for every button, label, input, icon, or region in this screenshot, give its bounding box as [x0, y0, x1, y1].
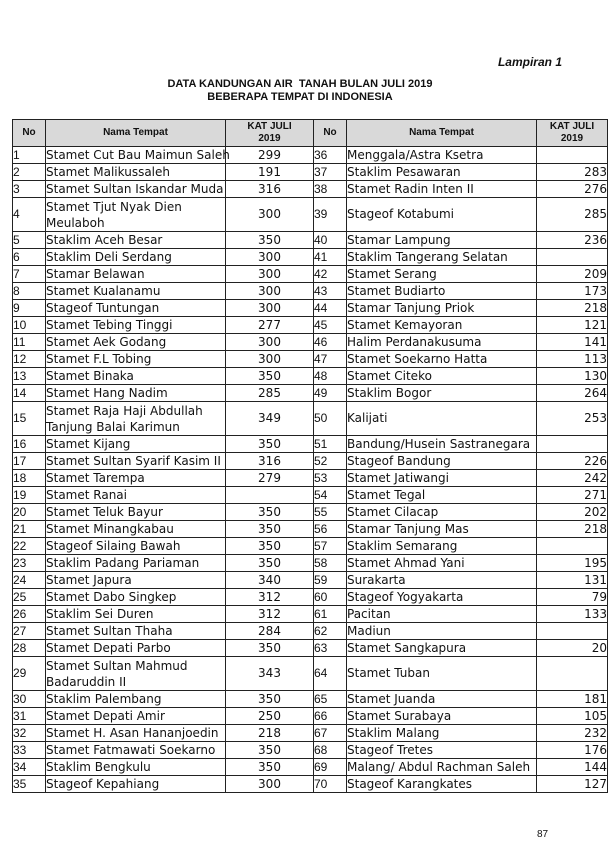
- cell-nama-right: Stamet Serang: [347, 266, 537, 283]
- table-row: [13, 283, 608, 300]
- cell-kat-left: [226, 487, 314, 504]
- cell-nama-left: Stamet Kualanamu: [46, 283, 226, 300]
- cell-kat-right: 141: [537, 334, 608, 351]
- cell-kat-right: 131: [537, 572, 608, 589]
- cell-nama-left: Stamet Malikussaleh: [46, 164, 226, 181]
- cell-kat-right: [537, 538, 608, 555]
- cell-kat-right: 232: [537, 725, 608, 742]
- table-row: [13, 436, 608, 453]
- cell-nama-right: Kalijati: [347, 402, 537, 436]
- cell-nama-left: Stamet Depati Amir: [46, 708, 226, 725]
- cell-nama-left: Stamet Minangkabau: [46, 521, 226, 538]
- cell-no-left: 14: [13, 385, 46, 402]
- document-title: [0, 78, 600, 104]
- cell-no-right: 57: [314, 538, 347, 555]
- cell-no-left: 30: [13, 691, 46, 708]
- table-row: [13, 300, 608, 317]
- cell-nama-left: Stamet Cut Bau Maimun Saleh: [46, 147, 230, 162]
- cell-nama-left: Stamet H. Asan Hananjoedin: [46, 725, 226, 742]
- header-kat-left-line2: 2019: [258, 133, 281, 144]
- cell-nama-left: Stageof Silaing Bawah: [46, 538, 226, 555]
- header-kat-left-line1: KAT JULI: [247, 121, 292, 132]
- cell-no-right: 70: [314, 776, 347, 793]
- cell-nama-right: Stamet Tegal: [347, 487, 537, 504]
- cell-no-left: 16: [13, 436, 46, 453]
- cell-kat-left: 350: [226, 504, 314, 521]
- table-row: [13, 487, 608, 504]
- table-row: [13, 759, 608, 776]
- cell-no-right: 60: [314, 589, 347, 606]
- cell-no-left: 25: [13, 589, 46, 606]
- cell-kat-right: 79: [537, 589, 608, 606]
- cell-nama-right: Bandung/Husein Sastranegara: [347, 436, 537, 453]
- cell-nama-left: Staklim Sei Duren: [46, 606, 226, 623]
- cell-no-right: 44: [314, 300, 347, 317]
- cell-nama-left: Stamar Belawan: [46, 266, 226, 283]
- cell-nama-right: Staklim Semarang: [347, 538, 537, 555]
- cell-no-left: 18: [13, 470, 46, 487]
- table-row: [13, 198, 608, 232]
- cell-nama-right: Malang/ Abdul Rachman Saleh: [347, 759, 537, 776]
- cell-kat-left: 316: [226, 453, 314, 470]
- cell-nama-left: Stamet Sultan Syarif Kasim II: [46, 453, 226, 470]
- cell-nama-right: Menggala/Astra Ksetra: [347, 147, 537, 164]
- cell-nama-right: Stamet Sangkapura: [347, 640, 537, 657]
- cell-kat-right: 202: [537, 504, 608, 521]
- table-row: [13, 181, 608, 198]
- cell-kat-left: 350: [226, 555, 314, 572]
- cell-nama-left: Stamet Fatmawati Soekarno: [46, 742, 226, 759]
- cell-no-left: 27: [13, 623, 46, 640]
- header-kat-right: [537, 120, 608, 147]
- cell-nama-right: Stageof Kotabumi: [347, 198, 537, 232]
- cell-no-left: 7: [13, 266, 46, 283]
- cell-no-right: 55: [314, 504, 347, 521]
- cell-kat-right: [537, 657, 608, 691]
- cell-no-left: 2: [13, 164, 46, 181]
- cell-no-right: 64: [314, 657, 347, 691]
- cell-nama-right: Surakarta: [347, 572, 537, 589]
- table-row: [13, 402, 608, 436]
- cell-nama-left: Stamet Tjut Nyak Dien Meulaboh: [46, 198, 226, 232]
- table-row: [13, 232, 608, 249]
- cell-no-right: 42: [314, 266, 347, 283]
- table-row: [13, 317, 608, 334]
- title-line-2: BEBERAPA TEMPAT DI INDONESIA: [207, 91, 393, 103]
- cell-no-right: 54: [314, 487, 347, 504]
- cell-no-left: 10: [13, 317, 46, 334]
- cell-kat-right: 253: [537, 402, 608, 436]
- cell-no-left: 9: [13, 300, 46, 317]
- cell-no-right: 53: [314, 470, 347, 487]
- cell-kat-right: 264: [537, 385, 608, 402]
- page-number: 87: [537, 829, 549, 840]
- cell-kat-right: 271: [537, 487, 608, 504]
- table-row: [13, 623, 608, 640]
- cell-nama-right: Stamet Tuban: [347, 657, 537, 691]
- cell-no-right: 62: [314, 623, 347, 640]
- cell-kat-left: 350: [226, 232, 314, 249]
- cell-kat-left: 299: [226, 147, 314, 164]
- table-row: [13, 572, 608, 589]
- cell-nama-left: Stamet Raja Haji Abdullah Tanjung Balai Karimun: [46, 402, 226, 436]
- table-row: [13, 657, 608, 691]
- cell-no-left: 12: [13, 351, 46, 368]
- table-body: [13, 147, 608, 793]
- cell-kat-right: 130: [537, 368, 608, 385]
- table-row: [13, 504, 608, 521]
- header-kat-right-line1: KAT JULI: [549, 121, 595, 132]
- cell-kat-right: [537, 436, 608, 453]
- cell-no-left: 33: [13, 742, 46, 759]
- table-row: [13, 640, 608, 657]
- header-kat-left: [226, 120, 314, 147]
- cell-nama-left: Stamet Sultan Mahmud Badaruddin II: [46, 657, 226, 691]
- title-line-1: DATA KANDUNGAN AIR TANAH BULAN JULI 2019: [167, 78, 433, 90]
- table-row: [13, 351, 608, 368]
- cell-nama-right: Stamet Ahmad Yani: [347, 555, 537, 572]
- table-row: [13, 266, 608, 283]
- cell-no-right: 61: [314, 606, 347, 623]
- table-row: [13, 385, 608, 402]
- cell-no-right: 56: [314, 521, 347, 538]
- cell-kat-right: 127: [537, 776, 608, 793]
- cell-no-left: 1: [13, 147, 46, 164]
- cell-kat-left: 300: [226, 334, 314, 351]
- cell-kat-right: [537, 623, 608, 640]
- groundwater-table: [12, 119, 608, 793]
- cell-kat-right: [537, 147, 608, 164]
- cell-no-right: 51: [314, 436, 347, 453]
- cell-no-left: 13: [13, 368, 46, 385]
- cell-no-left: 8: [13, 283, 46, 300]
- table-row: [13, 555, 608, 572]
- cell-kat-left: 279: [226, 470, 314, 487]
- cell-kat-left: 340: [226, 572, 314, 589]
- cell-nama-right: Stamar Tanjung Mas: [347, 521, 537, 538]
- cell-nama-left: Stamet F.L Tobing: [46, 351, 226, 368]
- cell-no-left: 11: [13, 334, 46, 351]
- cell-no-right: 50: [314, 402, 347, 436]
- cell-no-right: 46: [314, 334, 347, 351]
- cell-no-left: 15: [13, 402, 46, 436]
- cell-nama-left: Staklim Padang Pariaman: [46, 555, 226, 572]
- cell-no-right: 43: [314, 283, 347, 300]
- cell-no-right: 58: [314, 555, 347, 572]
- cell-kat-right: 133: [537, 606, 608, 623]
- cell-no-left: 19: [13, 487, 46, 504]
- cell-no-right: 52: [314, 453, 347, 470]
- cell-no-right: 69: [314, 759, 347, 776]
- cell-kat-left: 350: [226, 436, 314, 453]
- cell-nama-left: Stageof Tuntungan: [46, 300, 226, 317]
- cell-kat-left: 312: [226, 606, 314, 623]
- cell-nama-left: Staklim Bengkulu: [46, 759, 226, 776]
- cell-nama-left: Staklim Aceh Besar: [46, 232, 226, 249]
- cell-kat-left: 350: [226, 538, 314, 555]
- cell-kat-right: 218: [537, 521, 608, 538]
- cell-no-left: 20: [13, 504, 46, 521]
- cell-kat-left: 218: [226, 725, 314, 742]
- cell-nama-right: Staklim Bogor: [347, 385, 537, 402]
- cell-nama-right: Stamet Budiarto: [347, 283, 537, 300]
- cell-no-right: 49: [314, 385, 347, 402]
- cell-no-left: 26: [13, 606, 46, 623]
- cell-nama-left: Stamet Depati Parbo: [46, 640, 226, 657]
- cell-nama-right: Stamet Surabaya: [347, 708, 537, 725]
- cell-nama-left: Stamet Sultan Thaha: [46, 623, 226, 640]
- cell-nama-left: Stamet Tebing Tinggi: [46, 317, 226, 334]
- cell-kat-right: 144: [537, 759, 608, 776]
- cell-nama-right: Stamet Radin Inten II: [347, 181, 537, 198]
- cell-no-left: 35: [13, 776, 46, 793]
- cell-kat-left: 300: [226, 198, 314, 232]
- cell-nama-left: Stageof Kepahiang: [46, 776, 226, 793]
- appendix-label: Lampiran 1: [497, 55, 562, 69]
- cell-nama-left: Stamet Hang Nadim: [46, 385, 226, 402]
- cell-no-right: 47: [314, 351, 347, 368]
- cell-nama-right: Madiun: [347, 623, 537, 640]
- cell-no-right: 39: [314, 198, 347, 232]
- cell-nama-right: Stageof Karangkates: [347, 776, 537, 793]
- cell-kat-left: 343: [226, 657, 314, 691]
- cell-nama-right: Pacitan: [347, 606, 537, 623]
- cell-nama-right: Staklim Pesawaran: [347, 164, 537, 181]
- cell-kat-left: 312: [226, 589, 314, 606]
- table-row: [13, 147, 608, 164]
- header-nama-left: Nama Tempat: [46, 120, 226, 147]
- cell-kat-right: [537, 249, 608, 266]
- cell-no-right: 67: [314, 725, 347, 742]
- cell-no-right: 68: [314, 742, 347, 759]
- cell-kat-left: 316: [226, 181, 314, 198]
- cell-nama-right: Stamar Tanjung Priok: [347, 300, 537, 317]
- cell-no-right: 40: [314, 232, 347, 249]
- table-row: [13, 589, 608, 606]
- cell-nama-right: Stamet Jatiwangi: [347, 470, 537, 487]
- cell-kat-right: 283: [537, 164, 608, 181]
- table-row: [13, 776, 608, 793]
- cell-kat-left: 300: [226, 249, 314, 266]
- cell-no-left: 21: [13, 521, 46, 538]
- cell-nama-right: Stamet Juanda: [347, 691, 537, 708]
- cell-kat-right: 276: [537, 181, 608, 198]
- cell-no-right: 65: [314, 691, 347, 708]
- cell-kat-right: 242: [537, 470, 608, 487]
- cell-kat-left: 284: [226, 623, 314, 640]
- table-row: [13, 334, 608, 351]
- cell-kat-right: 209: [537, 266, 608, 283]
- cell-nama-right: Stageof Yogyakarta: [347, 589, 537, 606]
- cell-kat-left: 350: [226, 640, 314, 657]
- cell-nama-left: Stamet Teluk Bayur: [46, 504, 226, 521]
- cell-no-left: 4: [13, 198, 46, 232]
- cell-no-left: 6: [13, 249, 46, 266]
- cell-no-left: 3: [13, 181, 46, 198]
- header-no-right: No: [314, 120, 347, 147]
- cell-no-left: 29: [13, 657, 46, 691]
- table-row: [13, 470, 608, 487]
- cell-no-left: 34: [13, 759, 46, 776]
- cell-nama-right: Stamet Cilacap: [347, 504, 537, 521]
- cell-kat-left: 350: [226, 521, 314, 538]
- cell-nama-left: Stamet Dabo Singkep: [46, 589, 226, 606]
- cell-no-left: 24: [13, 572, 46, 589]
- cell-kat-left: 277: [226, 317, 314, 334]
- cell-nama-right: Stamet Soekarno Hatta: [347, 351, 537, 368]
- table-row: [13, 521, 608, 538]
- cell-nama-right: Stamar Lampung: [347, 232, 537, 249]
- table-header-row: [13, 120, 608, 147]
- cell-nama-right: Staklim Malang: [347, 725, 537, 742]
- cell-kat-left: 191: [226, 164, 314, 181]
- cell-kat-right: 236: [537, 232, 608, 249]
- cell-kat-right: 121: [537, 317, 608, 334]
- cell-no-left: 23: [13, 555, 46, 572]
- cell-no-left: 5: [13, 232, 46, 249]
- cell-kat-left: 300: [226, 266, 314, 283]
- cell-nama-left: Stamet Ranai: [46, 487, 226, 504]
- cell-kat-left: 350: [226, 742, 314, 759]
- cell-no-right: 45: [314, 317, 347, 334]
- cell-kat-right: 173: [537, 283, 608, 300]
- cell-nama-right: Staklim Tangerang Selatan: [347, 249, 537, 266]
- table-row: [13, 453, 608, 470]
- cell-kat-right: 105: [537, 708, 608, 725]
- cell-no-right: 36: [314, 147, 347, 164]
- cell-kat-right: 176: [537, 742, 608, 759]
- cell-kat-left: 350: [226, 691, 314, 708]
- cell-nama-right: Stamet Kemayoran: [347, 317, 537, 334]
- cell-kat-left: 300: [226, 283, 314, 300]
- cell-nama-left: Stamet Japura: [46, 572, 226, 589]
- header-nama-right: Nama Tempat: [347, 120, 537, 147]
- cell-kat-left: 350: [226, 368, 314, 385]
- cell-nama-left: Stamet Binaka: [46, 368, 226, 385]
- cell-no-right: 37: [314, 164, 347, 181]
- table-row: [13, 742, 608, 759]
- cell-no-right: 41: [314, 249, 347, 266]
- cell-nama-left: Stamet Kijang: [46, 436, 226, 453]
- cell-no-left: 32: [13, 725, 46, 742]
- cell-kat-right: 20: [537, 640, 608, 657]
- table-row: [13, 725, 608, 742]
- cell-nama-right: Stamet Citeko: [347, 368, 537, 385]
- table-row: [13, 249, 608, 266]
- cell-nama-left: Staklim Deli Serdang: [46, 249, 226, 266]
- cell-no-right: 66: [314, 708, 347, 725]
- cell-nama-right: Stageof Tretes: [347, 742, 537, 759]
- cell-nama-right: Halim Perdanakusuma: [347, 334, 537, 351]
- cell-kat-left: 349: [226, 402, 314, 436]
- cell-no-right: 63: [314, 640, 347, 657]
- table-row: [13, 691, 608, 708]
- cell-nama-left: Stamet Aek Godang: [46, 334, 226, 351]
- cell-nama-left: Staklim Palembang: [46, 691, 226, 708]
- table-row: [13, 538, 608, 555]
- cell-kat-left: 300: [226, 776, 314, 793]
- cell-kat-left: 285: [226, 385, 314, 402]
- cell-kat-right: 218: [537, 300, 608, 317]
- cell-kat-right: 226: [537, 453, 608, 470]
- cell-nama-left: Stamet Sultan Iskandar Muda: [46, 181, 226, 198]
- cell-kat-right: 113: [537, 351, 608, 368]
- cell-kat-left: 300: [226, 351, 314, 368]
- cell-kat-right: 181: [537, 691, 608, 708]
- cell-kat-left: 250: [226, 708, 314, 725]
- cell-no-left: 22: [13, 538, 46, 555]
- table-row: [13, 606, 608, 623]
- cell-nama-left: Stamet Tarempa: [46, 470, 226, 487]
- cell-no-right: 48: [314, 368, 347, 385]
- cell-kat-left: 300: [226, 300, 314, 317]
- cell-no-right: 59: [314, 572, 347, 589]
- table-row: [13, 368, 608, 385]
- cell-no-left: 28: [13, 640, 46, 657]
- header-kat-right-line2: 2019: [560, 133, 584, 144]
- cell-no-right: 38: [314, 181, 347, 198]
- table-row: [13, 708, 608, 725]
- header-no-left: No: [13, 120, 46, 147]
- cell-kat-right: 285: [537, 198, 608, 232]
- cell-no-left: 31: [13, 708, 46, 725]
- cell-kat-left: 350: [226, 759, 314, 776]
- table-row: [13, 164, 608, 181]
- cell-kat-right: 195: [537, 555, 608, 572]
- cell-nama-right: Stageof Bandung: [347, 453, 537, 470]
- cell-no-left: 17: [13, 453, 46, 470]
